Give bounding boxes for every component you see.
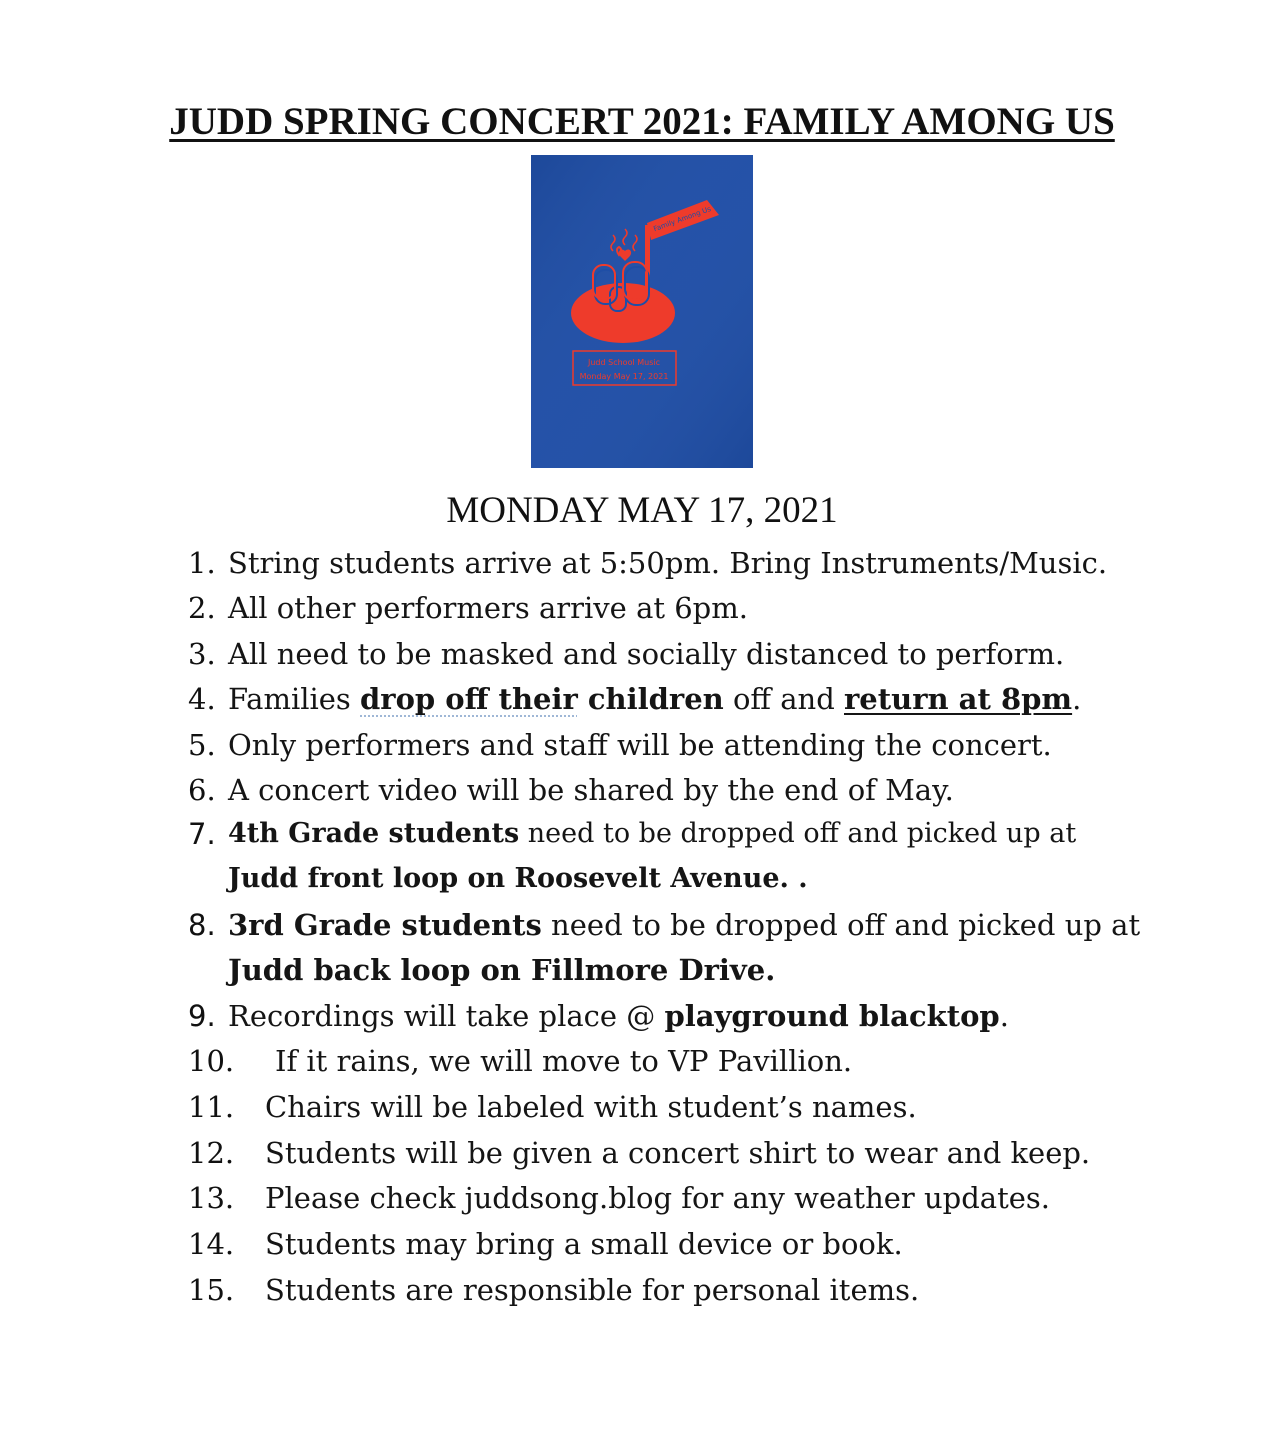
item-number: 4. (188, 682, 216, 716)
item-number: 6. (188, 773, 216, 807)
item-number: 11. (188, 1090, 235, 1124)
shirt-box-line1: Judd School Music (588, 358, 660, 367)
item-number: 10. (188, 1044, 235, 1078)
item-number: 15. (188, 1273, 235, 1307)
list-item: A concert video will be shared by the end of May. (228, 773, 954, 807)
item-number: 9. (188, 999, 216, 1033)
list-item: 3rd Grade students need to be dropped off and picked up at (228, 908, 1141, 942)
shirt-box-line2: Monday May 17, 2021 (579, 372, 669, 381)
item-number: 5. (188, 728, 216, 762)
list-item: If it rains, we will move to VP Pavillion. (275, 1044, 853, 1078)
list-item: All other performers arrive at 6pm. (228, 591, 748, 625)
item-number: 8. (188, 908, 216, 942)
concert-date: MONDAY MAY 17, 2021 (446, 490, 838, 531)
document-title (0, 98, 1284, 146)
list-item: Only performers and staff will be attending the concert. (228, 728, 1052, 762)
list-item: String students arrive at 5:50pm. Bring Instruments/Music. (228, 546, 1108, 580)
list-item: Families drop off their children off and return at 8pm. (228, 682, 1082, 716)
list-item: Chairs will be labeled with student’s names. (265, 1090, 917, 1124)
item-number: 7. (188, 817, 216, 851)
list-item: 4th Grade students need to be dropped off and picked up at (228, 818, 1077, 849)
item-number: 1. (188, 546, 216, 580)
list-item: Please check juddsong.blog for any weather updates. (265, 1181, 1050, 1215)
list-item-continuation: Judd front loop on Roosevelt Avenue. . (228, 863, 808, 894)
item-number: 12. (188, 1136, 235, 1170)
concert-shirt-image (531, 155, 753, 468)
list-item: Students will be given a concert shirt to wear and keep. (265, 1136, 1091, 1170)
item-number: 3. (188, 637, 216, 671)
list-item: Students may bring a small device or book. (265, 1227, 903, 1261)
item-number: 13. (188, 1181, 235, 1215)
list-item: All need to be masked and socially distanced to perform. (228, 637, 1065, 671)
list-item-continuation: Judd back loop on Fillmore Drive. (228, 953, 776, 987)
item-number: 14. (188, 1227, 235, 1261)
item-number: 2. (188, 591, 216, 625)
title-text: JUDD SPRING CONCERT 2021: FAMILY AMONG US (169, 100, 1115, 143)
flag-text: Family Among Us (652, 205, 713, 234)
list-item: Recordings will take place @ playground blacktop. (228, 999, 1009, 1033)
list-item: Students are responsible for personal items. (265, 1273, 920, 1307)
